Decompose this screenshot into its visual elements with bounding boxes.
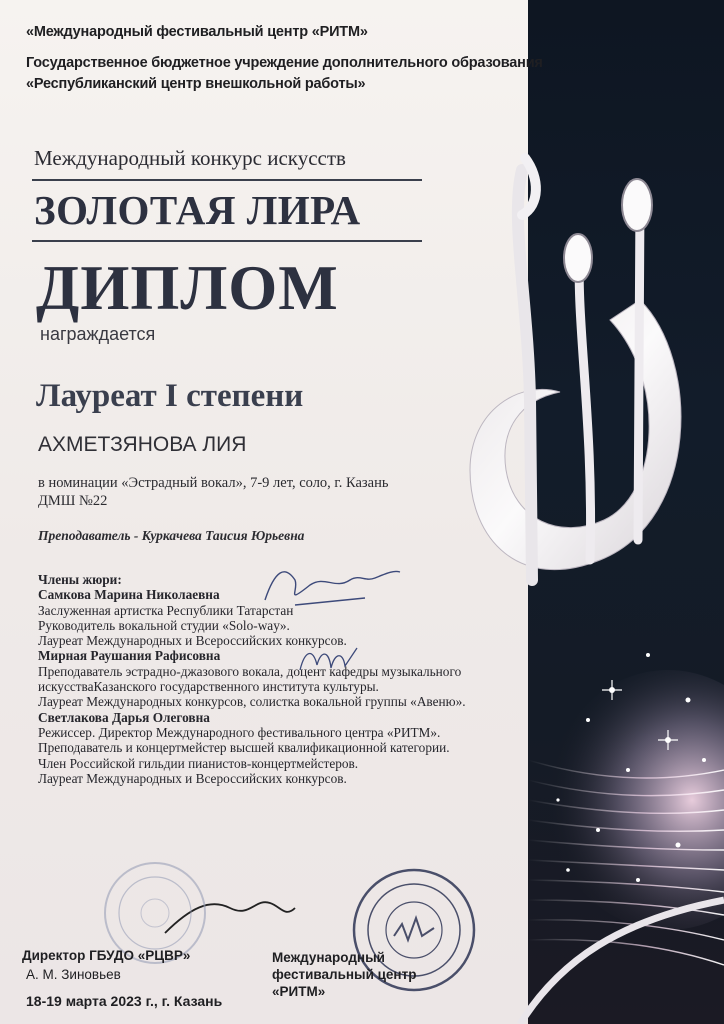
- center-line: «РИТМ»: [272, 984, 326, 999]
- decorative-panel: [528, 0, 724, 1024]
- degree-title: Лауреат I степени: [36, 378, 304, 414]
- jury-signature-2: [295, 640, 365, 680]
- divider-bottom: [32, 240, 422, 242]
- jury-signature-1: [255, 560, 405, 620]
- center-line: Международный: [272, 950, 385, 965]
- nomination-text: [38, 474, 418, 510]
- jury-member-name: Мирная Раушания Рафисовна: [38, 648, 221, 664]
- jury-member-line: Заслуженная артистка Республики Татарстан: [38, 602, 294, 618]
- light-streaks-graphic: [528, 0, 724, 1024]
- header-line-1: «Международный фестивальный центр «РИТМ»: [26, 24, 368, 40]
- awarded-label: награждается: [40, 324, 156, 344]
- jury-member-line: искусстваКазанского государственного института культуры.: [38, 679, 379, 695]
- jury-member-name: Самкова Марина Николаевна: [38, 587, 220, 603]
- contest-name: ЗОЛОТАЯ ЛИРА: [34, 187, 361, 233]
- jury-member-line: Лауреат Международных и Всероссийских конкурсов.: [38, 633, 347, 649]
- director-title: Директор ГБУДО «РЦВР»: [22, 948, 191, 963]
- diploma-title: ДИПЛОМ: [36, 253, 339, 323]
- center-line: фестивальный центр: [272, 967, 417, 982]
- director-name: А. М. Зиновьев: [26, 967, 121, 982]
- jury-member-line: Лауреат Международных конкурсов, солистка вокальной группы «Авеню».: [38, 694, 466, 710]
- jury-member-line: Преподаватель и концертмейстер высшей квалификационной категории.: [38, 740, 450, 756]
- jury-member-line: Член Российской гильдии пианистов-концертмейстеров.: [38, 755, 359, 771]
- teacher-line: Преподаватель - Куркачева Таисия Юрьевна: [38, 528, 305, 543]
- header-line-3: «Республиканский центр внешкольной работы»: [26, 76, 366, 92]
- nomination-line: ДМШ №22: [38, 493, 108, 509]
- contest-subtitle: Международный конкурс искусств: [34, 146, 346, 170]
- director-block: [22, 946, 190, 984]
- event-date: 18-19 марта 2023 г., г. Казань: [26, 993, 223, 1009]
- divider-top: [32, 179, 422, 181]
- jury-heading: Члены жюри:: [38, 572, 122, 587]
- festival-center-block: [272, 949, 416, 1000]
- jury-member-line: Режиссер. Директор Международного фестивального центра «РИТМ».: [38, 724, 441, 740]
- recipient-name: АХМЕТЗЯНОВА ЛИЯ: [38, 433, 247, 456]
- nomination-line: в номинации «Эстрадный вокал», 7-9 лет, соло, г. Казань: [38, 475, 389, 491]
- jury-member-name: Светлакова Дарья Олеговна: [38, 709, 210, 725]
- jury-member-line: Руководитель вокальной студии «Solo-way».: [38, 617, 290, 633]
- header-line-2: Государственное бюджетное учреждение дополнительного образования: [26, 55, 543, 71]
- jury-member-line: Лауреат Международных и Всероссийских конкурсов.: [38, 770, 347, 786]
- jury-member-line: Преподаватель эстрадно-джазового вокала, доцент кафедры музыкального: [38, 663, 462, 679]
